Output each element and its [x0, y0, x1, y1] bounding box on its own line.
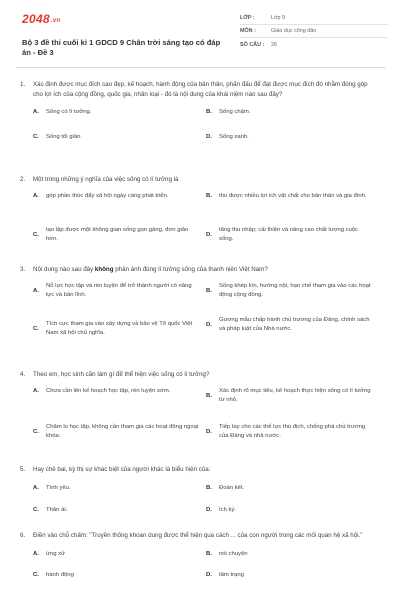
question-4	[20, 370, 376, 459]
question-text-part: phản ánh đúng lí tưởng sống của thanh niên Việt Nam?	[113, 266, 268, 273]
option-a[interactable]	[33, 192, 201, 201]
option-d[interactable]	[206, 133, 374, 142]
question-number: 6.	[20, 532, 26, 539]
option-text: ứng xử	[46, 551, 66, 557]
option-text: Sống có lí tưởng.	[46, 109, 92, 115]
question-text	[33, 531, 376, 541]
question-text	[33, 80, 376, 100]
meta-row-class	[240, 12, 388, 25]
option-letter: D.	[206, 321, 212, 328]
question-stem	[20, 80, 376, 100]
option-b[interactable]	[206, 387, 374, 405]
question-text-part: Một trong những ý nghĩa của việc sống có lí tưởng là	[33, 176, 179, 183]
question-number: 4.	[20, 371, 26, 378]
option-text: Ích kỷ.	[219, 507, 237, 513]
options	[33, 192, 376, 258]
meta-label: MÔN :	[240, 28, 256, 34]
option-c[interactable]	[33, 571, 201, 580]
option-letter: D.	[206, 134, 212, 140]
option-a[interactable]	[33, 108, 201, 117]
option-letter: B.	[206, 551, 212, 557]
option-d[interactable]	[206, 506, 374, 515]
question-2	[20, 175, 376, 258]
question-5	[20, 465, 376, 518]
options	[33, 484, 376, 518]
option-d[interactable]	[206, 423, 374, 441]
option-text: Nỗ lực học tập và rèn luyện để trở thành người có năng lực và bản lĩnh.	[46, 283, 192, 298]
option-text: tăng thu nhập; cải thiện và nâng cao chất lượng cuộc sống.	[219, 227, 359, 242]
question-number: 2.	[20, 176, 26, 183]
question-text-part: Xác định được mục đích cao đẹp, kế hoạch, hành động của bản thân, phấn đấu để đạt được mục đích đó nhằm đóng góp cho lợi ích của cộng đồng, quốc gia, nhân loại - đó là nội dung của khái niệm nào sau đây?	[33, 81, 368, 98]
option-letter: C.	[33, 231, 39, 238]
meta-label: LỚP :	[240, 15, 255, 21]
option-letter: C.	[33, 572, 39, 578]
option-letter: B.	[206, 485, 212, 491]
option-b[interactable]	[206, 550, 374, 559]
question-number: 5.	[20, 466, 26, 473]
meta-row-count	[240, 38, 388, 51]
option-a[interactable]	[33, 387, 201, 396]
option-text: Chưa cần lên kế hoạch học tập, rèn luyện sớm.	[46, 388, 171, 394]
option-text: nói chuyện	[219, 551, 248, 557]
question-stem	[20, 465, 376, 475]
site-logo[interactable]	[22, 12, 60, 26]
option-c[interactable]	[33, 226, 201, 244]
option-d[interactable]	[206, 316, 374, 334]
option-text: Thân ái.	[46, 507, 68, 513]
option-text: Sống khép kín, hướng nội, hạn chế tham gia vào các hoạt động cộng đồng.	[219, 283, 371, 298]
meta-value: 26	[271, 41, 277, 48]
option-letter: D.	[206, 428, 212, 435]
option-text: Chăm lo học tập, không cần tham gia các hoạt động ngoại khóa.	[46, 424, 199, 439]
option-b[interactable]	[206, 108, 374, 117]
options	[33, 550, 376, 584]
option-letter: A.	[33, 287, 39, 294]
option-letter: C.	[33, 428, 39, 435]
option-letter: C.	[33, 507, 39, 513]
option-text: Sống chậm.	[219, 109, 251, 115]
option-letter: A.	[33, 551, 39, 557]
question-text-part: Hay chê bai, kỳ thị sự khác biệt của người khác là biểu hiện của:	[33, 466, 211, 473]
logo-text: 2048	[22, 12, 50, 26]
question-1	[20, 80, 376, 152]
exam-header	[16, 10, 386, 62]
options	[33, 108, 376, 152]
option-letter: A.	[33, 388, 39, 394]
option-text: Gương mẫu chấp hành chủ trương của Đảng, chính sách và pháp luật của Nhà nước.	[219, 317, 370, 332]
meta-value: Lớp 9	[271, 15, 286, 21]
option-letter: D.	[206, 572, 212, 578]
option-b[interactable]	[206, 192, 374, 201]
question-stem	[20, 175, 376, 185]
question-text	[33, 465, 376, 475]
option-letter: C.	[33, 134, 39, 140]
question-text	[33, 265, 376, 275]
meta-value: Giáo dục công dân	[271, 28, 317, 34]
document-title: Bộ 3 đề thi cuối kì 1 GDCD 9 Chân trời sáng tạo có đáp án - Đề 3	[22, 38, 221, 57]
option-text: Xác định rõ mục tiêu, kế hoạch thực hiện sống có lí tưởng từ nhỏ.	[219, 388, 371, 403]
option-letter: B.	[206, 392, 212, 399]
option-letter: B.	[206, 193, 212, 199]
option-letter: D.	[206, 231, 212, 238]
option-c[interactable]	[33, 133, 201, 142]
option-text: hành động	[46, 572, 74, 578]
option-c[interactable]	[33, 320, 201, 338]
option-text: thu được nhiều lợi ích vật chất cho bản thân và gia đình.	[219, 193, 367, 199]
question-text	[33, 370, 376, 380]
option-b[interactable]	[206, 282, 374, 300]
option-letter: B.	[206, 287, 212, 294]
question-text-emphasis: không	[94, 266, 114, 273]
question-3	[20, 265, 376, 360]
option-b[interactable]	[206, 484, 374, 493]
option-letter: A.	[33, 193, 39, 199]
question-stem	[20, 370, 376, 380]
question-stem	[20, 265, 376, 275]
options	[33, 282, 376, 360]
question-text-part: Theo em, học sinh cần làm gì để thể hiện việc sống có lí tưởng?	[33, 371, 210, 378]
option-letter: A.	[33, 485, 39, 491]
option-d[interactable]	[206, 571, 374, 580]
option-text: góp phần thúc đẩy xã hội ngày càng phát triển.	[46, 193, 169, 199]
option-a[interactable]	[33, 550, 201, 559]
question-text-part: Điền vào chỗ chấm: "Truyền thống khoan dung được thể hiện qua cách ... của con người trong các mối quan hệ xã hội."	[33, 532, 363, 539]
question-stem	[20, 531, 376, 541]
logo-suffix: .vn	[50, 18, 61, 24]
option-letter: B.	[206, 109, 212, 115]
option-a[interactable]	[33, 282, 201, 300]
question-number: 3.	[20, 266, 26, 273]
option-text: Tiếp tay cho các thế lực thù địch, chống phá chủ trương của Đảng và nhà nước.	[219, 424, 366, 439]
option-c[interactable]	[33, 423, 201, 441]
option-text: tạo lập được một không gian sống gọn gàng, đơn giản hơn.	[46, 227, 189, 242]
option-letter: C.	[33, 325, 39, 332]
header-divider	[16, 67, 386, 68]
exam-meta-table	[240, 12, 388, 51]
option-letter: A.	[33, 109, 39, 115]
option-text: Tình yêu.	[46, 485, 71, 491]
option-text: Sống xanh.	[219, 134, 249, 140]
question-6	[20, 531, 376, 584]
option-text: Tích cực tham gia vào xây dựng và bảo vệ Tổ quốc Việt Nam xã hội chủ nghĩa.	[46, 321, 193, 336]
meta-row-subject	[240, 25, 388, 38]
option-c[interactable]	[33, 506, 201, 515]
meta-label: SỐ CÂU :	[240, 41, 265, 48]
option-a[interactable]	[33, 484, 201, 493]
option-text: Đoàn kết.	[219, 485, 245, 491]
question-text-part: Nội dung nào sau đây	[33, 266, 95, 273]
option-text: tâm trạng	[219, 572, 244, 578]
question-number: 1.	[20, 81, 26, 88]
option-text: Sống tối giản.	[46, 134, 83, 140]
question-text	[33, 175, 376, 185]
option-d[interactable]	[206, 226, 374, 244]
option-letter: D.	[206, 507, 212, 513]
options	[33, 387, 376, 459]
